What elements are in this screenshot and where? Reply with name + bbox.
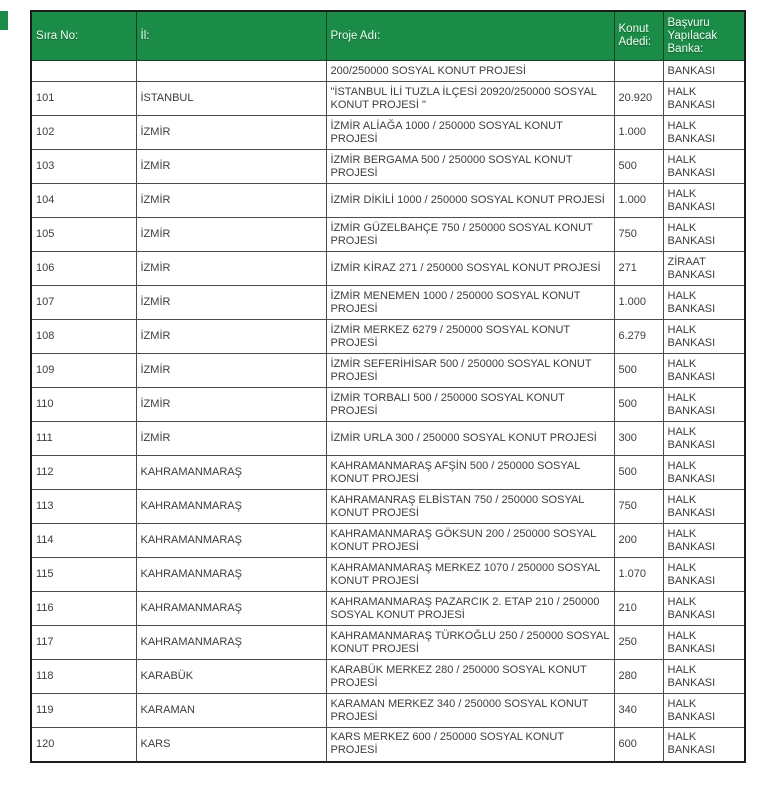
- table-row: [31, 422, 745, 456]
- cell-sira-no: 114: [31, 524, 136, 558]
- table-row: [31, 456, 745, 490]
- table-row: [31, 592, 745, 626]
- cell-konut-adedi: 250: [614, 626, 663, 660]
- cell-sira-no: 112: [31, 456, 136, 490]
- cell-il: İZMİR: [136, 150, 326, 184]
- cell-konut-adedi: 1.000: [614, 286, 663, 320]
- cell-proje-adi: KARABÜK MERKEZ 280 / 250000 SOSYAL KONUT PROJESİ: [326, 660, 614, 694]
- cell-banka: HALK BANKASI: [663, 558, 745, 592]
- cell-sira-no: [31, 61, 136, 82]
- table-row: [31, 354, 745, 388]
- cell-il: KAHRAMANMARAŞ: [136, 626, 326, 660]
- table-row: [31, 694, 745, 728]
- cell-il: [136, 61, 326, 82]
- table-row: [31, 626, 745, 660]
- cell-il: İZMİR: [136, 422, 326, 456]
- table-row: [31, 150, 745, 184]
- cell-banka: HALK BANKASI: [663, 456, 745, 490]
- cell-banka: HALK BANKASI: [663, 150, 745, 184]
- cell-banka: HALK BANKASI: [663, 524, 745, 558]
- cell-il: İZMİR: [136, 320, 326, 354]
- cell-banka: HALK BANKASI: [663, 422, 745, 456]
- cell-konut-adedi: 500: [614, 150, 663, 184]
- cell-il: İSTANBUL: [136, 82, 326, 116]
- cell-proje-adi: İZMİR SEFERİHİSAR 500 / 250000 SOSYAL KONUT PROJESİ: [326, 354, 614, 388]
- cell-sira-no: 102: [31, 116, 136, 150]
- cell-il: KAHRAMANMARAŞ: [136, 490, 326, 524]
- cell-sira-no: 113: [31, 490, 136, 524]
- cell-banka: HALK BANKASI: [663, 388, 745, 422]
- cell-sira-no: 116: [31, 592, 136, 626]
- cell-il: KAHRAMANMARAŞ: [136, 456, 326, 490]
- cell-sira-no: 110: [31, 388, 136, 422]
- cell-sira-no: 106: [31, 252, 136, 286]
- table-row: [31, 388, 745, 422]
- cell-proje-adi: İZMİR ALİAĞA 1000 / 250000 SOSYAL KONUT PROJESİ: [326, 116, 614, 150]
- cell-il: İZMİR: [136, 286, 326, 320]
- table-body: [31, 61, 745, 762]
- cell-banka: HALK BANKASI: [663, 82, 745, 116]
- cell-sira-no: 120: [31, 728, 136, 762]
- header-cell-konut-adedi: Konut Adedi:: [614, 11, 663, 61]
- header-cell-banka: Başvuru Yapılacak Banka:: [663, 11, 745, 61]
- cell-proje-adi: 200/250000 SOSYAL KONUT PROJESİ: [326, 61, 614, 82]
- cell-proje-adi: KARAMAN MERKEZ 340 / 250000 SOSYAL KONUT PROJESİ: [326, 694, 614, 728]
- cell-il: İZMİR: [136, 388, 326, 422]
- header-row: [31, 11, 745, 61]
- cell-sira-no: 118: [31, 660, 136, 694]
- cell-il: KAHRAMANMARAŞ: [136, 592, 326, 626]
- cell-proje-adi: KARS MERKEZ 600 / 250000 SOSYAL KONUT PROJESİ: [326, 728, 614, 762]
- cell-il: İZMİR: [136, 354, 326, 388]
- cell-konut-adedi: 280: [614, 660, 663, 694]
- cell-proje-adi: KAHRAMANMARAŞ GÖKSUN 200 / 250000 SOSYAL KONUT PROJESİ: [326, 524, 614, 558]
- table-row: [31, 728, 745, 762]
- cell-proje-adi: İZMİR TORBALI 500 / 250000 SOSYAL KONUT PROJESİ: [326, 388, 614, 422]
- cell-proje-adi: İZMİR DİKİLİ 1000 / 250000 SOSYAL KONUT PROJESİ: [326, 184, 614, 218]
- cell-sira-no: 107: [31, 286, 136, 320]
- cell-banka: HALK BANKASI: [663, 660, 745, 694]
- cell-proje-adi: İZMİR MERKEZ 6279 / 250000 SOSYAL KONUT PROJESİ: [326, 320, 614, 354]
- cell-sira-no: 103: [31, 150, 136, 184]
- header-cell-proje-adi: Proje Adı:: [326, 11, 614, 61]
- cell-sira-no: 111: [31, 422, 136, 456]
- cell-konut-adedi: 210: [614, 592, 663, 626]
- cell-il: İZMİR: [136, 252, 326, 286]
- table-row: [31, 252, 745, 286]
- cell-proje-adi: KAHRAMANMARAŞ PAZARCIK 2. ETAP 210 / 250000 SOSYAL KONUT PROJESİ: [326, 592, 614, 626]
- cell-banka: HALK BANKASI: [663, 354, 745, 388]
- cell-proje-adi: İZMİR MENEMEN 1000 / 250000 SOSYAL KONUT PROJESİ: [326, 286, 614, 320]
- cell-konut-adedi: 500: [614, 456, 663, 490]
- cell-konut-adedi: 750: [614, 218, 663, 252]
- cell-banka: ZİRAAT BANKASI: [663, 252, 745, 286]
- table-row: [31, 524, 745, 558]
- cell-banka: HALK BANKASI: [663, 626, 745, 660]
- cell-banka: HALK BANKASI: [663, 728, 745, 762]
- cell-konut-adedi: 500: [614, 388, 663, 422]
- partial-overflow-row: [31, 61, 745, 82]
- cell-konut-adedi: 500: [614, 354, 663, 388]
- cell-banka: BANKASI: [663, 61, 745, 82]
- cell-konut-adedi: 340: [614, 694, 663, 728]
- cell-il: İZMİR: [136, 184, 326, 218]
- cell-il: KAHRAMANMARAŞ: [136, 558, 326, 592]
- header-cell-il: İl:: [136, 11, 326, 61]
- cell-il: İZMİR: [136, 116, 326, 150]
- table-row: [31, 218, 745, 252]
- cell-proje-adi: KAHRAMANMARAŞ MERKEZ 1070 / 250000 SOSYAL KONUT PROJESİ: [326, 558, 614, 592]
- cell-proje-adi: İZMİR KİRAZ 271 / 250000 SOSYAL KONUT PROJESİ: [326, 252, 614, 286]
- cell-il: KARS: [136, 728, 326, 762]
- cell-proje-adi: İZMİR BERGAMA 500 / 250000 SOSYAL KONUT PROJESİ: [326, 150, 614, 184]
- cell-sira-no: 117: [31, 626, 136, 660]
- cell-konut-adedi: 6.279: [614, 320, 663, 354]
- cell-proje-adi: KAHRAMANRAŞ ELBİSTAN 750 / 250000 SOSYAL KONUT PROJESİ: [326, 490, 614, 524]
- cell-banka: HALK BANKASI: [663, 490, 745, 524]
- cell-sira-no: 109: [31, 354, 136, 388]
- cell-konut-adedi: 1.070: [614, 558, 663, 592]
- cell-konut-adedi: 600: [614, 728, 663, 762]
- cell-konut-adedi: [614, 61, 663, 82]
- cell-konut-adedi: 20.920: [614, 82, 663, 116]
- cell-proje-adi: İZMİR URLA 300 / 250000 SOSYAL KONUT PROJESİ: [326, 422, 614, 456]
- cell-banka: HALK BANKASI: [663, 218, 745, 252]
- table-row: [31, 184, 745, 218]
- header-cell-sira-no: Sıra No:: [31, 11, 136, 61]
- cell-banka: HALK BANKASI: [663, 320, 745, 354]
- cell-banka: HALK BANKASI: [663, 694, 745, 728]
- cell-sira-no: 119: [31, 694, 136, 728]
- cell-proje-adi: İZMİR GÜZELBAHÇE 750 / 250000 SOSYAL KONUT PROJESİ: [326, 218, 614, 252]
- cell-proje-adi: "İSTANBUL İLİ TUZLA İLÇESİ 20920/250000 SOSYAL KONUT PROJESİ ": [326, 82, 614, 116]
- housing-projects-table: [30, 10, 746, 763]
- table-row: [31, 286, 745, 320]
- cell-sira-no: 108: [31, 320, 136, 354]
- cell-proje-adi: KAHRAMANMARAŞ AFŞİN 500 / 250000 SOSYAL KONUT PROJESİ: [326, 456, 614, 490]
- cell-sira-no: 101: [31, 82, 136, 116]
- cell-konut-adedi: 1.000: [614, 116, 663, 150]
- table-row: [31, 558, 745, 592]
- table-row: [31, 116, 745, 150]
- table-row: [31, 490, 745, 524]
- cell-banka: HALK BANKASI: [663, 184, 745, 218]
- cell-proje-adi: KAHRAMANMARAŞ TÜRKOĞLU 250 / 250000 SOSYAL KONUT PROJESİ: [326, 626, 614, 660]
- cell-sira-no: 105: [31, 218, 136, 252]
- cell-konut-adedi: 750: [614, 490, 663, 524]
- cell-il: İZMİR: [136, 218, 326, 252]
- cell-banka: HALK BANKASI: [663, 116, 745, 150]
- cell-sira-no: 115: [31, 558, 136, 592]
- left-edge-green-mark: [0, 11, 8, 30]
- cell-banka: HALK BANKASI: [663, 592, 745, 626]
- cell-sira-no: 104: [31, 184, 136, 218]
- table-row: [31, 320, 745, 354]
- cell-konut-adedi: 200: [614, 524, 663, 558]
- cell-konut-adedi: 300: [614, 422, 663, 456]
- table-row: [31, 660, 745, 694]
- cell-konut-adedi: 1.000: [614, 184, 663, 218]
- cell-il: KAHRAMANMARAŞ: [136, 524, 326, 558]
- cell-banka: HALK BANKASI: [663, 286, 745, 320]
- cell-il: KARAMAN: [136, 694, 326, 728]
- cell-il: KARABÜK: [136, 660, 326, 694]
- cell-konut-adedi: 271: [614, 252, 663, 286]
- table-row: [31, 82, 745, 116]
